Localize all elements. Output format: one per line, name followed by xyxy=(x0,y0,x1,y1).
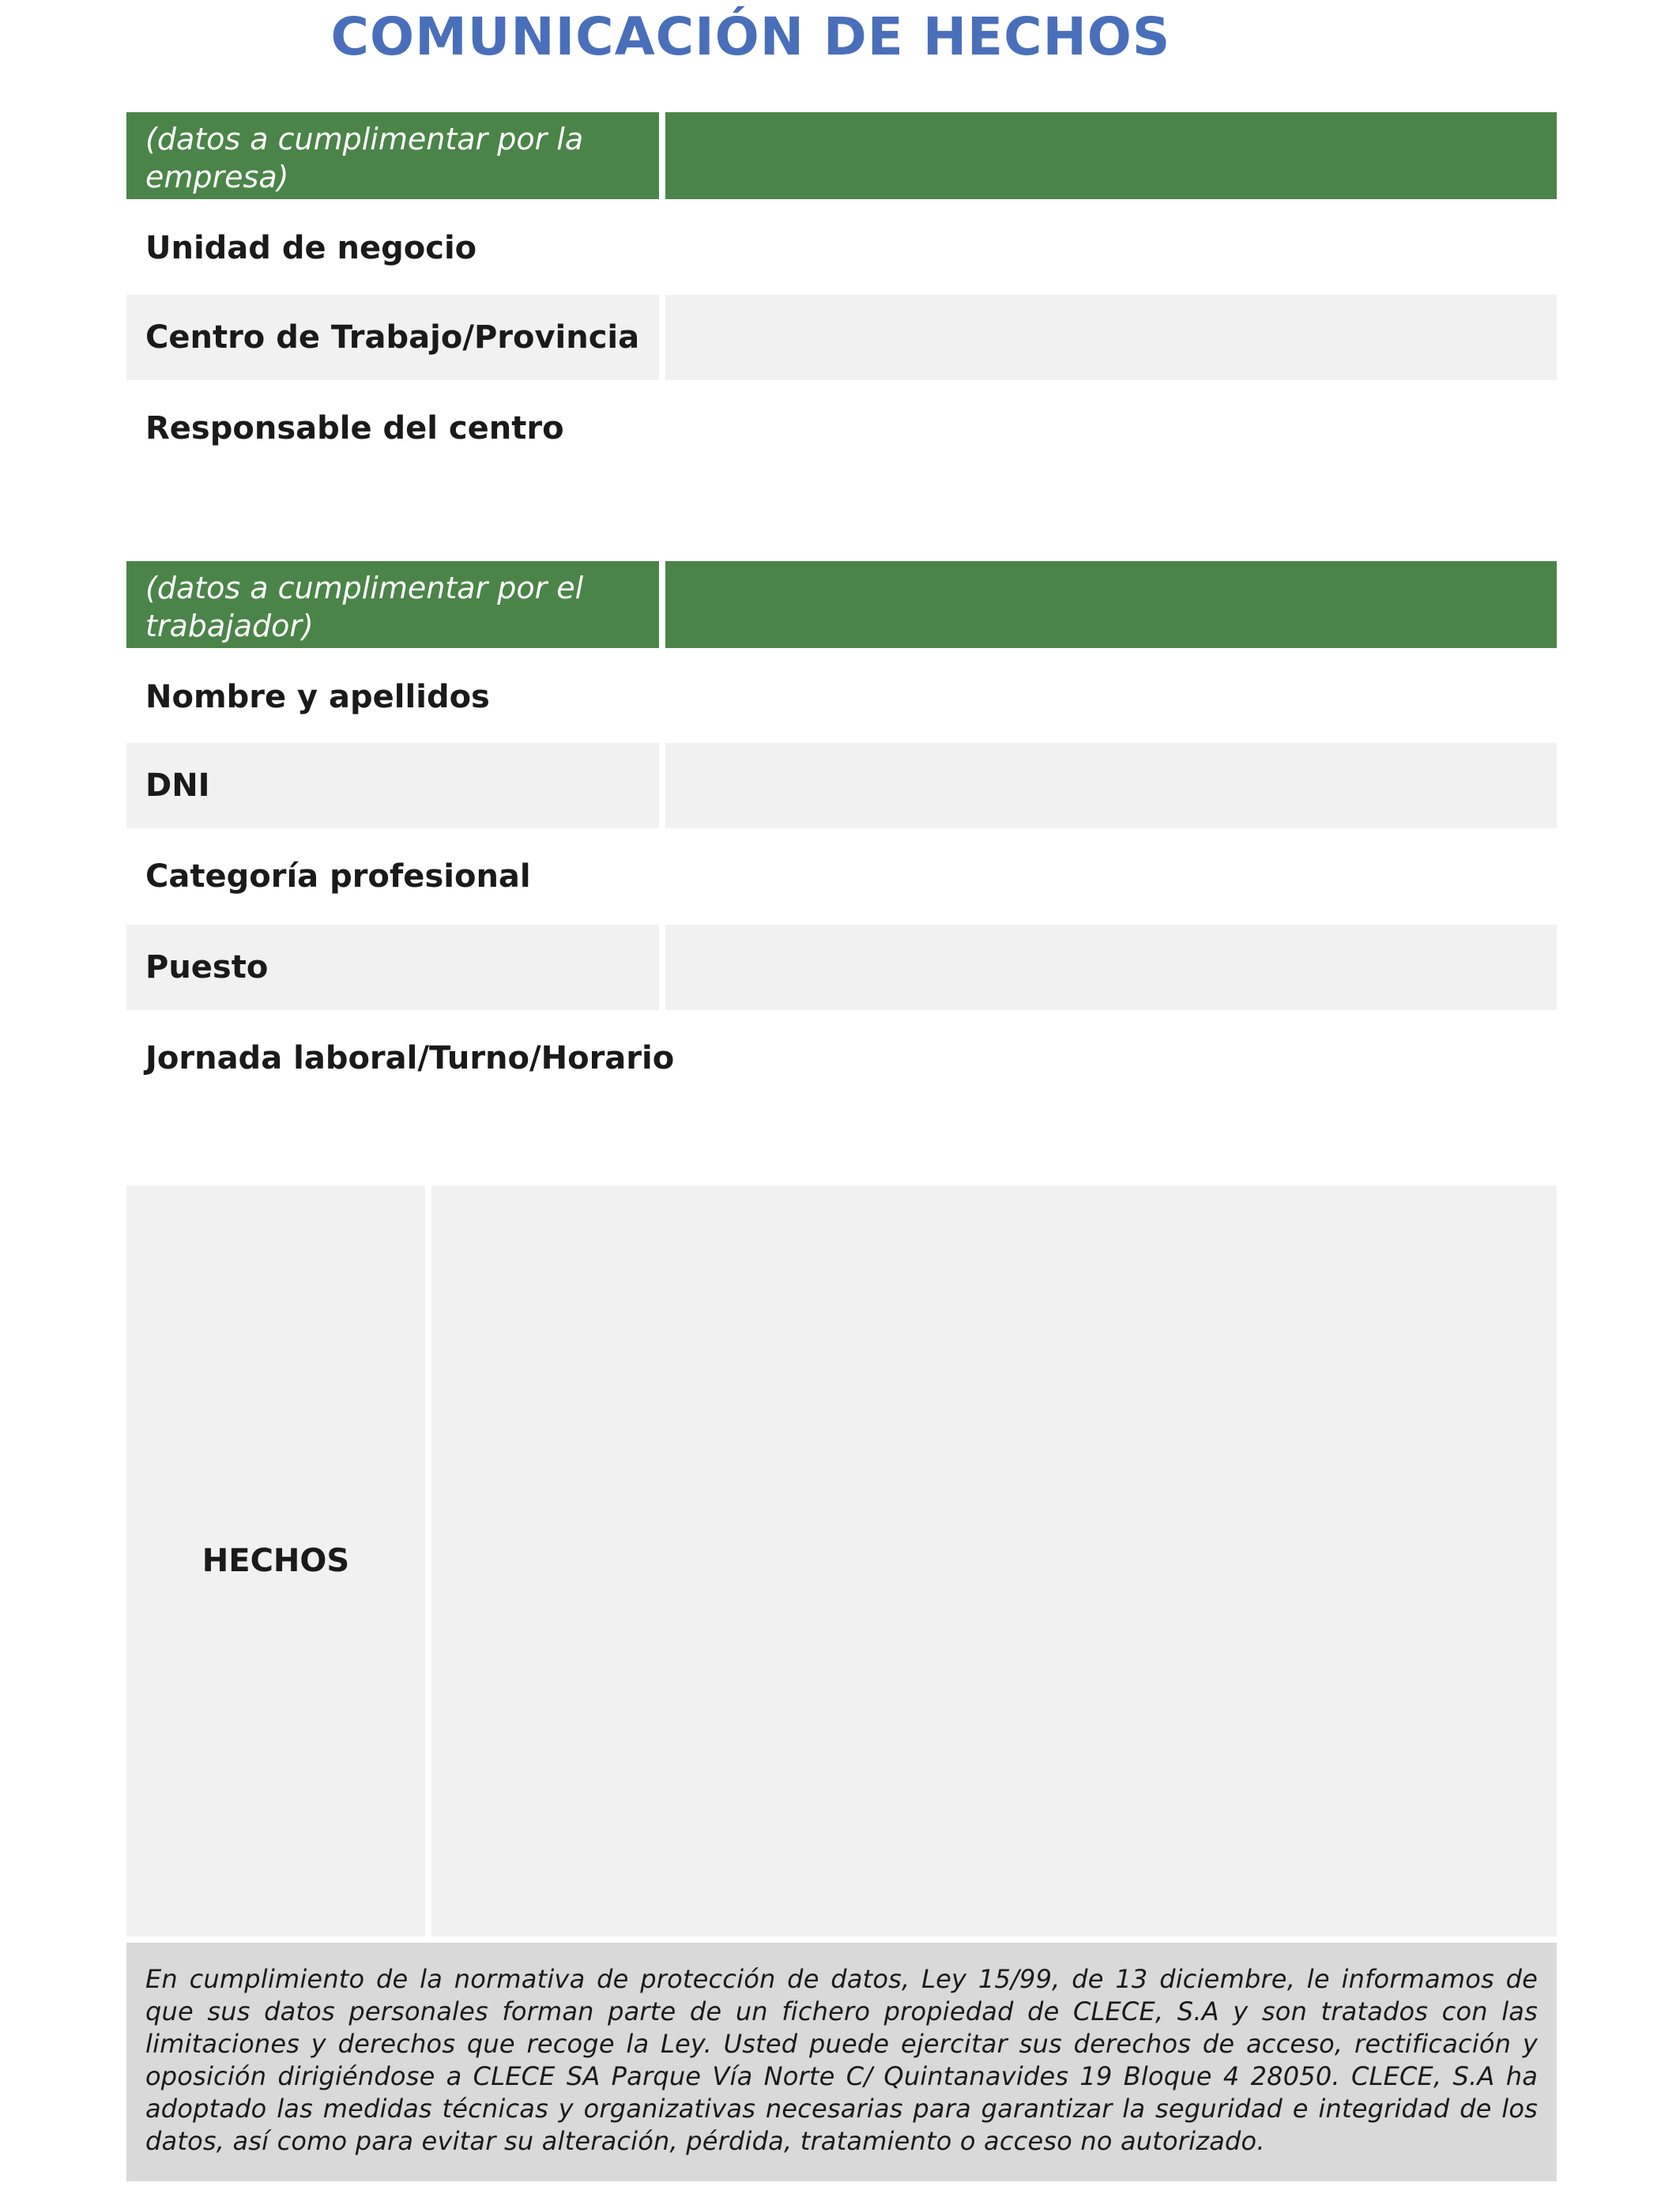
company-section-header-text: (datos a cumplimentar por la empresa) xyxy=(145,122,584,194)
worker-section-header xyxy=(126,561,1557,648)
company-section xyxy=(126,112,1557,484)
facts-label-cell xyxy=(126,1186,425,1936)
field-value-categoria-profesional[interactable] xyxy=(665,834,1557,919)
field-row-dni xyxy=(126,743,1557,828)
worker-section-header-text: (datos a cumplimentar por el trabajador) xyxy=(145,571,584,643)
field-row-centro-trabajo xyxy=(126,295,1557,380)
field-label: Jornada laboral/Turno/Horario xyxy=(145,1040,675,1076)
field-label: DNI xyxy=(145,767,210,804)
field-row-puesto xyxy=(126,925,1557,1010)
field-value-dni[interactable] xyxy=(665,743,1557,828)
field-label: Puesto xyxy=(145,949,269,986)
worker-section xyxy=(126,561,1557,1114)
field-label: Categoría profesional xyxy=(145,858,531,895)
field-row-categoria-profesional xyxy=(126,834,1557,919)
facts-label: HECHOS xyxy=(202,1543,350,1579)
field-value-puesto[interactable] xyxy=(665,925,1557,1010)
field-label: Nombre y apellidos xyxy=(145,679,490,715)
field-label: Unidad de negocio xyxy=(145,230,477,266)
field-row-responsable-centro xyxy=(126,386,1557,471)
field-value-centro-trabajo[interactable] xyxy=(665,295,1557,380)
field-value-jornada-laboral[interactable] xyxy=(665,1016,1557,1101)
legal-notice-text: En cumplimiento de la normativa de protección de datos, Ley 15/99, de 13 diciembre, le informamos de que sus datos personales forman parte de un fichero propiedad de CLECE, S.A y son tratados con las limitaciones y derechos que recoge la Ley. Usted puede ejercitar sus derechos de acceso, rectificación y oposición dirigiéndose a CLECE SA Parque Vía Norte C/ Quintanavides 19 Bloque 4 28050. CLECE, S.A ha adoptado las medidas técnicas y organizativas necesarias para garantizar la seguridad e integridad de los datos, así como para evitar su alteración, pérdida, tratamiento o acceso no autorizado. xyxy=(145,1964,1538,2156)
field-value-responsable-centro[interactable] xyxy=(665,386,1557,471)
field-label: Responsable del centro xyxy=(145,410,564,447)
document-title: COMUNICACIÓN DE HECHOS xyxy=(330,6,1171,67)
field-label: Centro de Trabajo/Provincia xyxy=(145,319,640,356)
field-row-jornada-laboral xyxy=(126,1016,1557,1101)
facts-input-area[interactable] xyxy=(431,1186,1557,1936)
field-row-nombre-apellidos xyxy=(126,654,1557,740)
field-value-unidad-negocio[interactable] xyxy=(665,205,1557,291)
field-row-unidad-negocio xyxy=(126,205,1557,291)
field-value-nombre-apellidos[interactable] xyxy=(665,654,1557,740)
legal-notice xyxy=(126,1943,1557,2181)
company-section-header xyxy=(126,112,1557,199)
